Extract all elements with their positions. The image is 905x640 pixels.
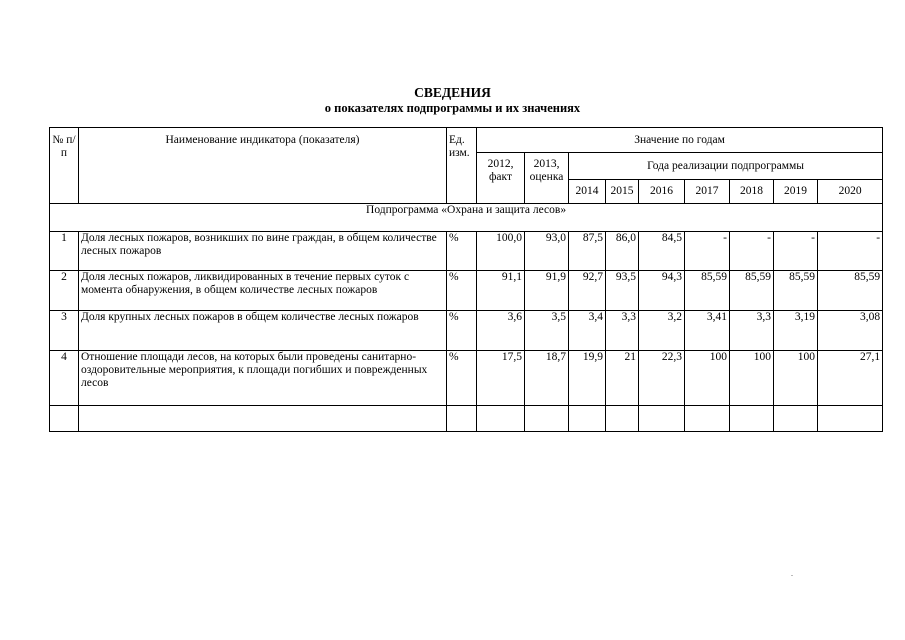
header-year: 2018 bbox=[730, 180, 774, 204]
value-cell: - bbox=[730, 232, 774, 271]
indicators-table bbox=[49, 127, 883, 432]
header-name: Наименование индикатора (показателя) bbox=[79, 128, 447, 204]
value-cell: 94,3 bbox=[639, 271, 685, 311]
value-cell: 91,1 bbox=[477, 271, 525, 311]
value-cell: 3,08 bbox=[818, 311, 883, 351]
value-cell: 100 bbox=[730, 351, 774, 406]
value-cell: 93,0 bbox=[525, 232, 569, 271]
row-number: 1 bbox=[50, 232, 79, 271]
value-cell: 91,9 bbox=[525, 271, 569, 311]
value-cell: 85,59 bbox=[730, 271, 774, 311]
value-cell: - bbox=[774, 232, 818, 271]
document-subtitle: о показателях подпрограммы и их значениях bbox=[324, 101, 581, 115]
empty-cell bbox=[685, 406, 730, 432]
value-cell: 93,5 bbox=[606, 271, 639, 311]
header-year: 2020 bbox=[818, 180, 883, 204]
value-cell: 3,6 bbox=[477, 311, 525, 351]
indicator-name: Отношение площади лесов, на которых были проведены санитарно-оздоровительные мероприятия, к площади погибших и поврежденных лесов bbox=[79, 351, 447, 406]
row-number: 2 bbox=[50, 271, 79, 311]
section-row bbox=[50, 204, 883, 232]
indicator-name: Доля крупных лесных пожаров в общем количестве лесных пожаров bbox=[79, 311, 447, 351]
value-cell: 84,5 bbox=[639, 232, 685, 271]
empty-cell bbox=[730, 406, 774, 432]
indicator-name: Доля лесных пожаров, ликвидированных в течение первых суток с момента обнаружения, в общем количестве лесных пожаров bbox=[79, 271, 447, 311]
row-number: 3 bbox=[50, 311, 79, 351]
empty-cell bbox=[525, 406, 569, 432]
value-cell: 3,19 bbox=[774, 311, 818, 351]
value-cell: 85,59 bbox=[818, 271, 883, 311]
value-cell: 3,3 bbox=[606, 311, 639, 351]
empty-cell bbox=[447, 406, 477, 432]
header-row-top bbox=[50, 128, 883, 153]
empty-cell bbox=[569, 406, 606, 432]
value-cell: 85,59 bbox=[774, 271, 818, 311]
value-cell: 86,0 bbox=[606, 232, 639, 271]
value-cell: 100 bbox=[774, 351, 818, 406]
header-2012: 2012, факт bbox=[477, 153, 525, 204]
empty-cell bbox=[50, 406, 79, 432]
value-cell: 3,4 bbox=[569, 311, 606, 351]
table-row bbox=[50, 271, 883, 311]
value-cell: 18,7 bbox=[525, 351, 569, 406]
value-cell: 27,1 bbox=[818, 351, 883, 406]
header-year: 2016 bbox=[639, 180, 685, 204]
header-num: № п/п bbox=[50, 128, 79, 204]
indicator-unit: % bbox=[447, 311, 477, 351]
indicator-unit: % bbox=[447, 271, 477, 311]
value-cell: 3,41 bbox=[685, 311, 730, 351]
empty-table-row bbox=[50, 406, 883, 432]
value-cell: 3,3 bbox=[730, 311, 774, 351]
header-year: 2017 bbox=[685, 180, 730, 204]
indicator-name: Доля лесных пожаров, возникших по вине граждан, в общем количестве лесных пожаров bbox=[79, 232, 447, 271]
empty-cell bbox=[818, 406, 883, 432]
header-2013: 2013, оценка bbox=[525, 153, 569, 204]
table-row bbox=[50, 311, 883, 351]
table-row bbox=[50, 232, 883, 271]
header-values-by-year: Значение по годам bbox=[477, 128, 883, 153]
value-cell: 22,3 bbox=[639, 351, 685, 406]
empty-cell bbox=[79, 406, 447, 432]
value-cell: 19,9 bbox=[569, 351, 606, 406]
value-cell: 92,7 bbox=[569, 271, 606, 311]
document-title: СВЕДЕНИЯ bbox=[414, 85, 491, 100]
value-cell: 17,5 bbox=[477, 351, 525, 406]
value-cell: 21 bbox=[606, 351, 639, 406]
indicator-unit: % bbox=[447, 351, 477, 406]
row-number: 4 bbox=[50, 351, 79, 406]
value-cell: 100 bbox=[685, 351, 730, 406]
empty-cell bbox=[477, 406, 525, 432]
header-unit: Ед. изм. bbox=[447, 128, 477, 204]
value-cell: 3,2 bbox=[639, 311, 685, 351]
value-cell: 100,0 bbox=[477, 232, 525, 271]
section-title: Подпрограмма «Охрана и защита лесов» bbox=[50, 204, 883, 232]
value-cell: - bbox=[685, 232, 730, 271]
empty-cell bbox=[639, 406, 685, 432]
value-cell: 85,59 bbox=[685, 271, 730, 311]
value-cell: 3,5 bbox=[525, 311, 569, 351]
header-implementation-years: Года реализации подпрограммы bbox=[569, 153, 883, 180]
scan-speck bbox=[791, 575, 793, 576]
header-year: 2019 bbox=[774, 180, 818, 204]
empty-cell bbox=[606, 406, 639, 432]
header-year: 2014 bbox=[569, 180, 606, 204]
empty-cell bbox=[774, 406, 818, 432]
table-row bbox=[50, 351, 883, 406]
header-year: 2015 bbox=[606, 180, 639, 204]
indicator-unit: % bbox=[447, 232, 477, 271]
value-cell: - bbox=[818, 232, 883, 271]
value-cell: 87,5 bbox=[569, 232, 606, 271]
